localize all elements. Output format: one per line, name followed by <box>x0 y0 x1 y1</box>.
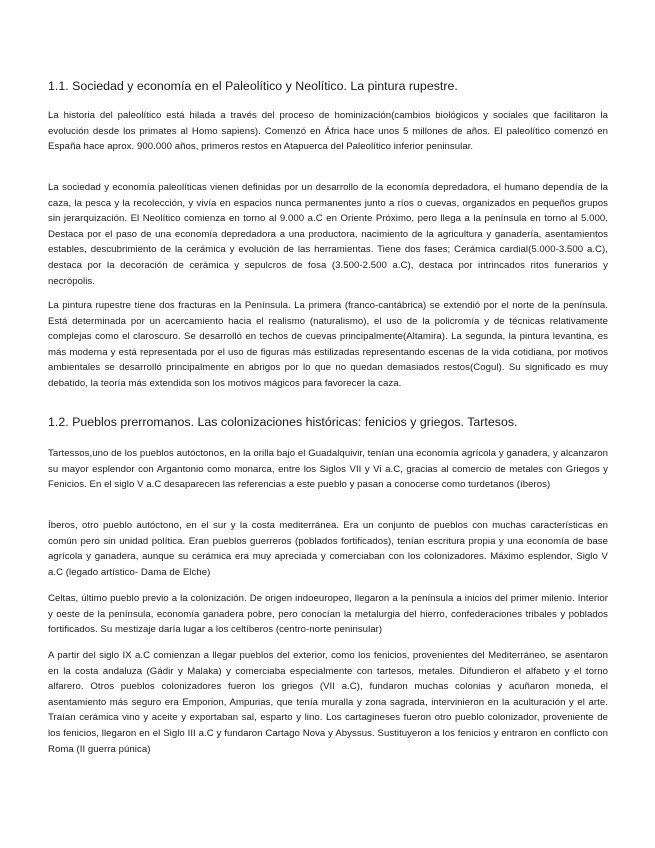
paragraph-colonizations: A partir del siglo IX a.C comienzan a llegar pueblos del exterior, como los fenicios, provenientes del Mediterráneo, se asentaron en la costa andaluza (Gádir y Malaka) y comerciaba especialmente con tartesos, metales. Difundieron el alfabeto y el torno alfarero. Otros pueblos colonizadores fueron los griegos (VII a.C), fundaron muchas colonias y acuñaron moneda, el asentamiento más seguro era Emporion, Ampurias, que tenía muralla y zona sagrada, intervinieron en la aculturación y el arte. Traían cerámica vino y aceite y exportaban sal, esparto y lino. Los cartagineses fueron otro pueblo colonizador, proveniente de los fenicios, llegaron en el Siglo III a.C y fundaron Cartago Nova y Abyssus. Sustituyeron a los fenicios y entraron en conflicto con Roma (II guerra púnica) <box>48 650 608 755</box>
paragraph-celtas: Celtas, último pueblo previo a la colonización. De origen indoeuropeo, llegaron a la península a inicios del primer milenio. Interior y oeste de la península, economía ganadera pobre, pero conocían la metalurgia del hierro, confederaciones tribales y poblados fortificados. Su mestizaje daría lugar a los celtíberos (centro-norte peninsular) <box>48 593 608 636</box>
section-2-heading: 1.2. Pueblos prerromanos. Las colonizaciones históricas: fenicios y griegos. Tartesos. <box>48 415 518 429</box>
section-1-heading: 1.1. Sociedad y economía en el Paleolítico y Neolítico. La pintura rupestre. <box>48 79 458 93</box>
paragraph-society-economy: La sociedad y economía paleolíticas vienen definidas por un desarrollo de la economía depredadora, el humano dependía de la caza, la pesca y la recolección, y vivía en espacios nunca permanentes junto a ríos o cuevas, organizados en pequeños grupos sin jerarquización. El Neolítico comienza en torno al 9.000 a.C en Oriente Próximo, pero llega a la península en torno al 5.000. Destaca por el paso de una economía depredadora a una productora, nacimiento de la agricultura y ganadería, asentamientos estables, descubrimiento de la cerámica y evolución de las herramientas. Tiene dos fases; Cerámica cardial(5.000-3.500 a.C), destaca por la decoración de cerámica y sepulcros de fosa (3.500-2.500 a.C), destaca por intrincados ritos funerarios y necrópolis. <box>48 182 608 287</box>
paragraph-tartessos: Tartessos,uno de los pueblos autóctonos, en la orilla bajo el Guadalquivir, tenían una economía agrícola y ganadera, y alcanzaron su mayor esplendor con Argantonio como monarca, entre los Siglos VII y Vi a.C, gracias al comercio de metales con Griegos y Fenicios. En el siglo V a.C desaparecen las referencias a este pueblo y pasan a conocerse como turdetanos (íberos) <box>48 448 608 491</box>
paragraph-rock-art: La pintura rupestre tiene dos fracturas en la Península. La primera (franco-cantábrica) se extendió por el norte de la península. Está determinada por un acercamiento hacia el realismo (naturalismo), el uso de la policromía y de técnicas relativamente complejas como el claroscuro. Se desarrolló en techos de cuevas principalmente(Altamira). La segunda, la pintura levantina, es más moderna y está representada por el uso de figuras más estilizadas representando escenas de la vida cotidiana, por motivos ambientales se desarrolló principalmente en abrigos por lo que no quedan demasiados restos(Cogul). Su significado es muy debatido, la teoría más extendida son los motivos mágicos para favorecer la caza. <box>48 300 608 389</box>
paragraph-paleolithic-history: La historia del paleolítico está hilada a través del proceso de hominización(cambios biológicos y sociales que facilitaron la evolución desde los primates al Homo sapiens). Comenzó en África hace unos 5 millones de años. El paleolítico comenzó en España hace aprox. 900.000 años, primeros restos en Atapuerca del Paleolítico inferior peninsular. <box>48 110 608 153</box>
paragraph-iberos: Íberos, otro pueblo autóctono, en el sur y la costa mediterránea. Era un conjunto de pueblos con muchas características en común pero sin unidad política. Eran pueblos guerreros (poblados fortificados), tenían escritura propia y una economía de base agrícola y ganadera, aunque su cerámica era muy apreciada y comerciaban con los colonizadores. Máximo esplendor, Siglo V a.C (legado artístico- Dama de Elche) <box>48 520 608 578</box>
